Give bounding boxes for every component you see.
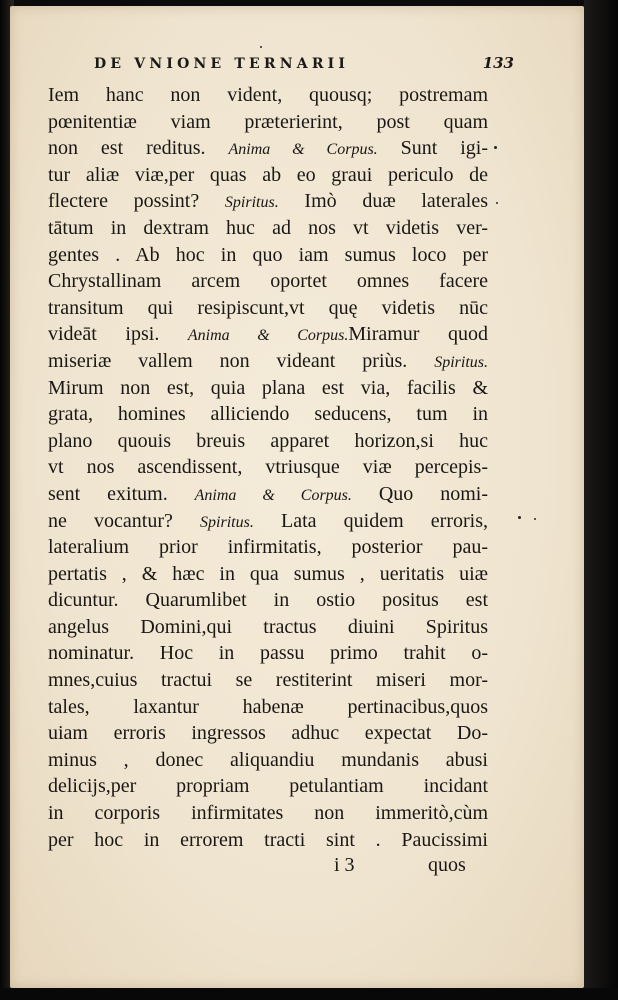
text-segment: gentes . Ab hoc in quo iam sumus loco per <box>48 243 488 266</box>
text-segment: non est reditus. <box>48 137 229 160</box>
signature-mark: i 3 <box>334 854 355 876</box>
text-segment: delicijs,per propriam petulantiam incidant <box>48 775 488 798</box>
text-line <box>48 481 488 508</box>
running-title: DE VNIONE TERNARII <box>94 56 350 72</box>
text-line <box>48 587 488 614</box>
text-segment: tales, laxantur habenæ pertinacibus,quos <box>48 695 488 718</box>
text-segment: in corporis infirmitates non immeritò,cùm <box>48 802 488 825</box>
text-segment: ne vocantur? <box>48 509 201 532</box>
text-segment: Sunt igi- <box>377 137 488 160</box>
text-segment: Miramur quod <box>348 323 488 346</box>
speaker-label: Anima & Corpus. <box>194 486 352 504</box>
text-segment: Imò duæ laterales <box>278 190 488 213</box>
text-line <box>48 428 488 455</box>
text-line <box>48 614 488 641</box>
running-header <box>94 54 514 78</box>
text-segment: lateralium prior infirmitatis, posterior pau- <box>48 536 488 559</box>
text-segment: uiam erroris ingressos adhuc expectat Do- <box>48 722 488 745</box>
text-segment: dicuntur. Quarumlibet in ostio positus est <box>48 589 488 612</box>
text-line <box>48 188 488 215</box>
text-segment: sent exitum. <box>48 482 195 505</box>
text-line <box>48 720 488 747</box>
text-line <box>48 162 488 189</box>
speaker-label: Spiritus. <box>434 353 488 371</box>
text-segment: pœnitentiæ viam præterierint, post quam <box>48 110 488 133</box>
text-line <box>48 215 488 242</box>
text-line <box>48 454 488 481</box>
text-line <box>48 295 488 322</box>
text-segment: mnes,cuius tractui se restiterint miseri mor- <box>48 669 488 692</box>
text-segment: flectere possint? <box>48 190 225 213</box>
text-line <box>48 534 488 561</box>
text-line <box>48 135 488 162</box>
page-footer <box>0 854 618 880</box>
book-edge-shadow <box>584 0 618 1000</box>
text-segment: pertatis , & hæc in qua sumus , ueritatis uiæ <box>48 562 488 585</box>
text-segment: angelus Domini,qui tractus diuini Spiritus <box>48 615 488 638</box>
speaker-label: Anima & Corpus. <box>228 141 378 159</box>
text-line <box>48 800 488 827</box>
text-line <box>48 667 488 694</box>
paper-speck <box>534 518 536 520</box>
text-segment: per hoc in errorem tracti sint . Paucissimi <box>48 828 488 851</box>
text-segment: plano quouis breuis apparet horizon,si huc <box>48 429 488 452</box>
text-line <box>48 827 488 854</box>
text-segment: tur aliæ viæ,per quas ab eo graui periculo de <box>48 163 488 186</box>
text-segment: vt nos ascendissent, vtriusque viæ percepis- <box>48 456 488 479</box>
text-segment: Quo nomi- <box>351 482 488 505</box>
text-line <box>48 508 488 535</box>
text-line <box>48 82 488 109</box>
page-number: 133 <box>482 54 514 72</box>
text-line <box>48 747 488 774</box>
text-segment: Mirum non est, quia plana est via, facilis & <box>48 376 488 399</box>
text-segment: Iem hanc non vident, quousq; postremam <box>48 84 488 106</box>
text-line <box>48 773 488 800</box>
paper-speck <box>496 202 498 204</box>
speaker-label: Spiritus. <box>224 194 279 212</box>
text-segment: minus , donec aliquandiu mundanis abusi <box>48 748 488 771</box>
text-segment: videāt ipsi. <box>48 323 188 346</box>
text-line <box>48 268 488 295</box>
text-line <box>48 401 488 428</box>
speaker-label: Anima & Corpus. <box>187 327 349 345</box>
text-segment: tātum in dextram huc ad nos vt videtis ver- <box>48 216 488 239</box>
text-segment: transitum qui resipiscunt,vt quę videtis nūc <box>48 296 488 319</box>
text-segment: Chrystallinam arcem oportet omnes facere <box>48 270 488 293</box>
text-line <box>48 348 488 375</box>
text-line <box>48 640 488 667</box>
body-text <box>48 82 488 853</box>
paper-speck <box>518 516 521 519</box>
text-segment: nominatur. Hoc in passu primo trahit o- <box>48 642 488 665</box>
paper-speck <box>260 46 262 48</box>
text-line <box>48 561 488 588</box>
text-line <box>48 375 488 402</box>
text-line <box>48 242 488 269</box>
text-segment: grata, homines alliciendo seducens, tum in <box>48 403 488 426</box>
text-segment: Lata quidem erroris, <box>253 509 488 532</box>
paper-speck <box>494 146 497 149</box>
text-line <box>48 109 488 136</box>
text-line <box>48 321 488 348</box>
text-segment: miseriæ vallem non videant priùs. <box>48 349 435 372</box>
text-line <box>48 694 488 721</box>
scan-bottom-edge <box>0 988 618 1000</box>
catchword: quos <box>428 854 466 876</box>
speaker-label: Spiritus. <box>200 513 254 531</box>
